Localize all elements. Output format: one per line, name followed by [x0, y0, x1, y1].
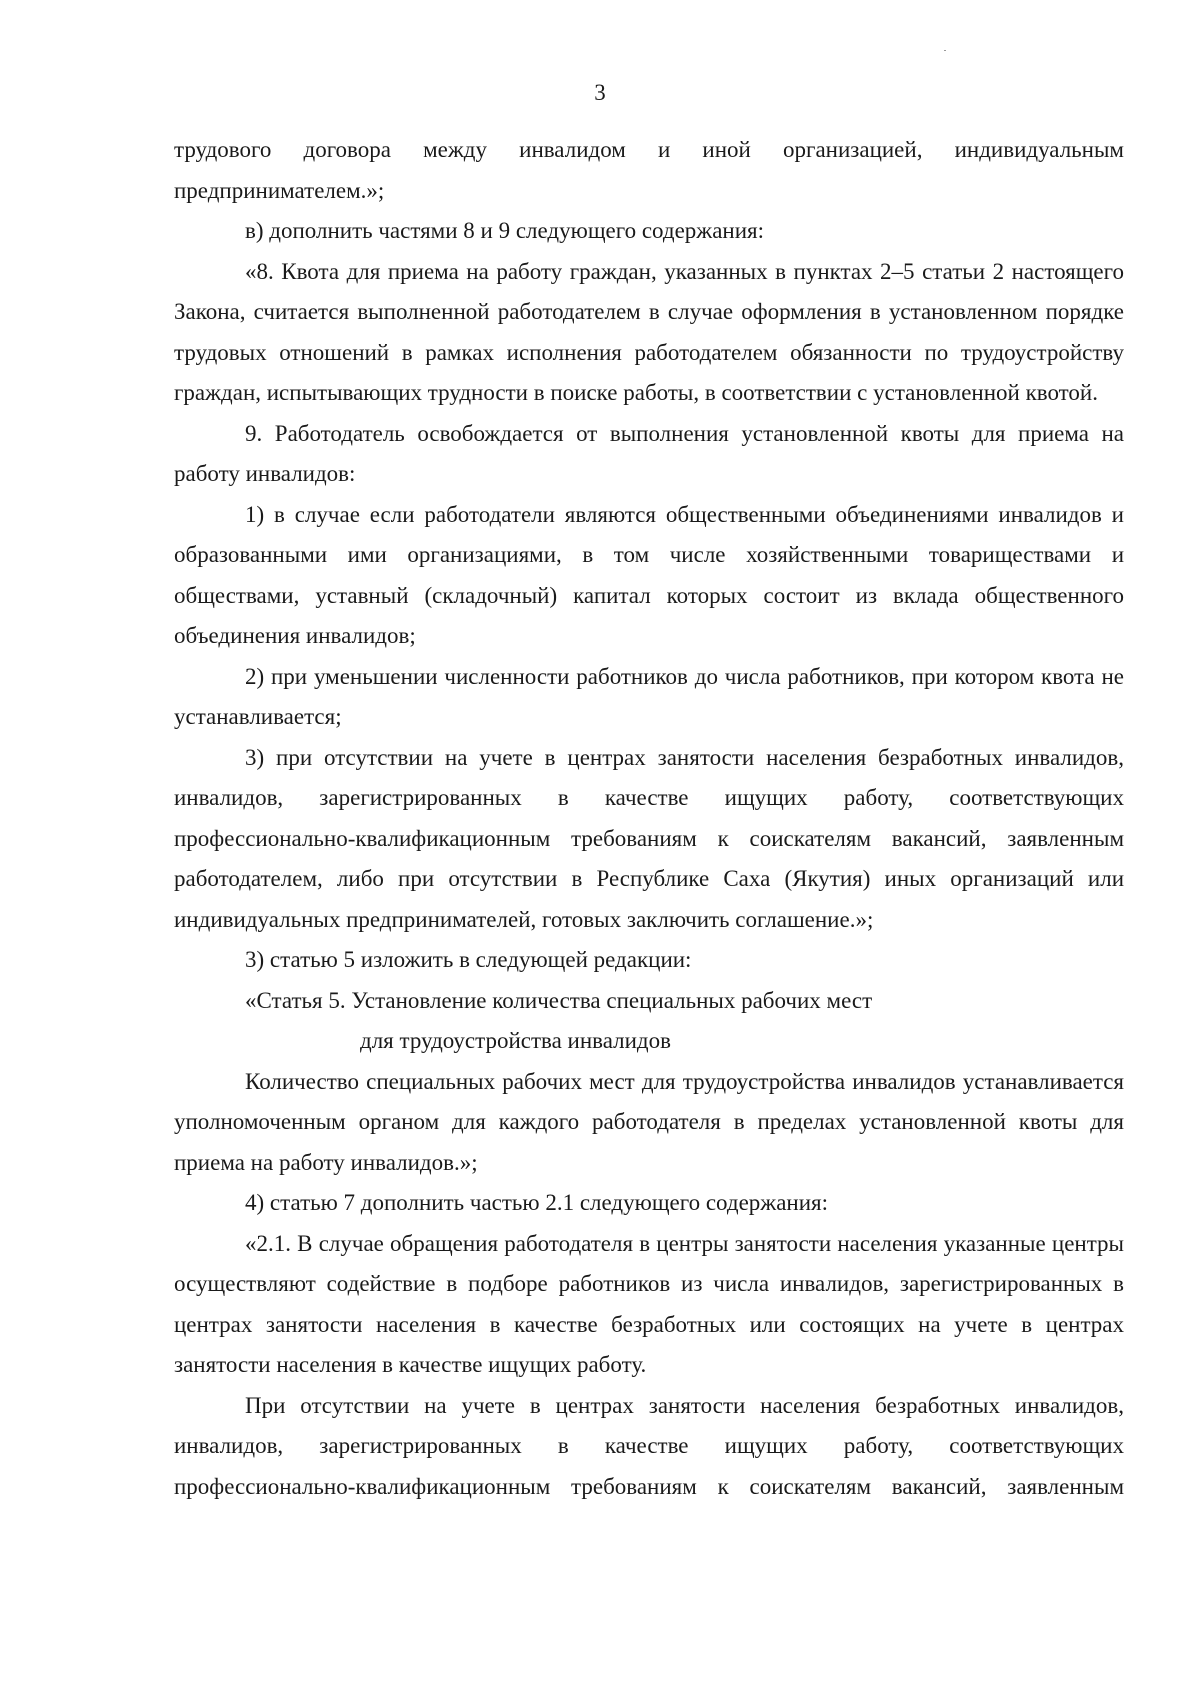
article-5-heading-line-2: для трудоустройства инвалидов	[360, 1028, 671, 1053]
page-number: 3	[594, 80, 606, 105]
paragraph-item-1: 1) в случае если работодатели являются общественными объединениями инвалидов и образованными ими организациями, в том числе хозяйственными товариществами и обществами, уставный (складочный) капитал которых состоит из вклада общественного объединения инвалидов;	[174, 501, 1124, 648]
paragraph-article-5-text: Количество специальных рабочих мест для трудоустройства инвалидов устанавливается уполномоченным органом для каждого работодателя в пределах установленной квоты для приема на работу инвалидов.»;	[174, 1068, 1124, 1175]
paragraph-part-9: 9. Работодатель освобождается от выполнения установленной квоты для приема на работу инвалидов:	[174, 420, 1124, 486]
paragraph-amend-article-5: 3) статью 5 изложить в следующей редакции:	[245, 947, 692, 972]
paragraph-amendment-v: в) дополнить частями 8 и 9 следующего содержания:	[245, 218, 764, 243]
paragraph-item-2: 2) при уменьшении численности работников до числа работников, при котором квота не устанавливается;	[174, 663, 1124, 729]
paragraph-absence-clause: При отсутствии на учете в центрах занятости населения безработных инвалидов, инвалидов, зарегистрированных в качестве ищущих работу, соответствующих профессионально-квалификационным требованиям к соискателям вакансий, заявленным	[174, 1392, 1124, 1499]
paragraph-item-3: 3) при отсутствии на учете в центрах занятости населения безработных инвалидов, инвалидов, зарегистрированных в качестве ищущих работу, соответствующих профессионально-квалификационным требованиям к соискателям вакансий, заявленным работодателем, либо при отсутствии в Республике Саха (Якутия) иных организаций или индивидуальных предпринимателей, готовых заключить соглашение.»;	[174, 744, 1124, 932]
scan-speck	[944, 50, 946, 51]
paragraph-part-8: «8. Квота для приема на работу граждан, указанных в пунктах 2–5 статьи 2 настоящего Закона, считается выполненной работодателем в случае оформления в установленном порядке трудовых отношений в рамках исполнения работодателем обязанности по трудоустройству граждан, испытывающих трудности в поиске работы, в соответствии с установленной квотой.	[174, 258, 1124, 405]
paragraph-continuation: трудового договора между инвалидом и иной организацией, индивидуальным предпринимателем.»;	[174, 137, 1124, 203]
paragraph-amend-article-7: 4) статью 7 дополнить частью 2.1 следующего содержания:	[245, 1190, 828, 1215]
document-body	[174, 130, 1124, 1507]
paragraph-part-2-1: «2.1. В случае обращения работодателя в центры занятости населения указанные центры осуществляют содействие в подборе работников из числа инвалидов, зарегистрированных в центрах занятости населения в качестве безработных или состоящих на учете в центрах занятости населения в качестве ищущих работу.	[174, 1230, 1124, 1377]
article-5-heading-line-1: «Статья 5. Установление количества специальных рабочих мест	[245, 987, 873, 1013]
